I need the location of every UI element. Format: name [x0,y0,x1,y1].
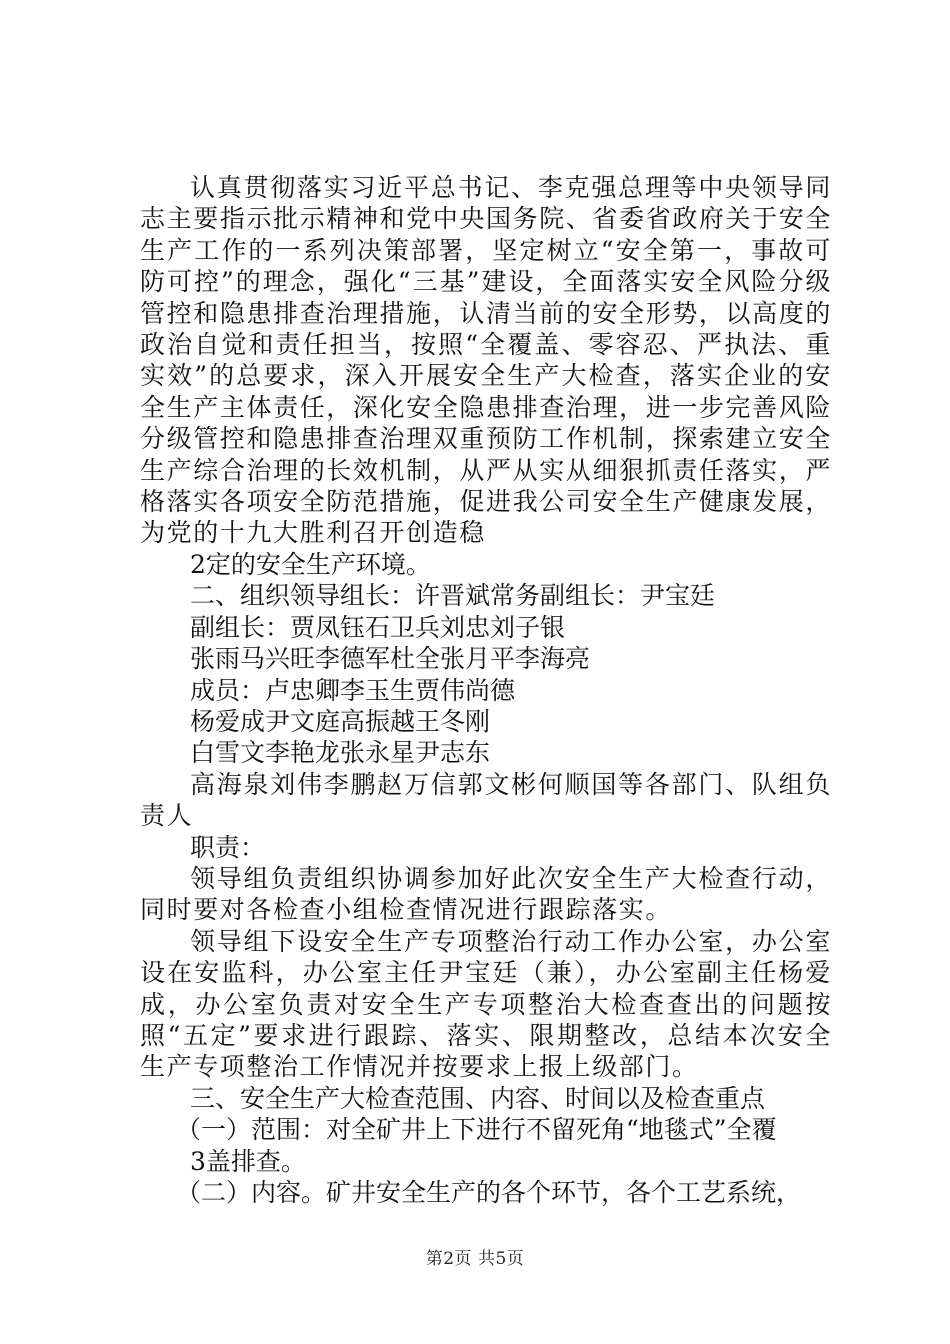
duties-label: 职责： [190,832,266,862]
text-line: 白雪文李艳龙张永星尹志东 [190,738,491,768]
text-line: 3盖排查。 [190,1146,306,1176]
intro-paragraph: 认真贯彻落实习近平总书记、李克强总理等中央领导同志主要指示批示精神和党中央国务院、省委省政府关于安全生产工作的一系列决策部署，坚定树立“安全第一，事故可防可控”的理念，强化“三基”建设，全面落实安全风险分级管控和隐患排查治理措施，认清当前的安全形势，以高度的政治自觉和责任担当，按照“全覆盖、零容忍、严执法、重实效”的总要求，深入开展安全生产大检查，落实企业的安全生产主体责任，深化安全隐患排查治理，进一步完善风险分级管控和隐患排查治理双重预防工作机制，探索建立安全生产综合治理的长效机制，从严从实从细狠抓责任落实，严格落实各项安全防范措施，促进我公司安全生产健康发展，为党的十九大胜利召开创造稳 [140,173,832,548]
section-heading-organization: 二、组织领导组长：许晋斌常务副组长：尹宝廷 [190,581,716,611]
section-heading-scope: 三、安全生产大检查范围、内容、时间以及检查重点 [190,1083,766,1113]
text-line: 杨爱成尹文庭高振越王冬刚 [190,706,491,736]
page-number-footer: 第2页 共5页 [425,1249,525,1269]
text-line: 副组长：贾凤钰石卫兵刘忠刘子银 [190,612,566,642]
document-body [140,172,832,1208]
text-line: 张雨马兴旺李德军杜全张月平李海亮 [190,644,591,674]
text-line: （二）内容。矿井安全生产的各个环节，各个工艺系统， [176,1178,802,1207]
text-line: 成员：卢忠卿李玉生贾伟尚德 [190,675,516,705]
members-paragraph: 高海泉刘伟李鹏赵万信郭文彬何顺国等各部门、队组负责人 [140,769,832,831]
duties-paragraph: 领导组负责组织协调参加好此次安全生产大检查行动，同时要对各检查小组检查情况进行跟踪落实。 [140,863,832,925]
text-line: （一）范围：对全矿井上下进行不留死角“地毯式”全覆 [176,1115,777,1145]
text-line: 2定的安全生产环境。 [190,549,431,579]
office-paragraph: 领导组下设安全生产专项整治行动工作办公室，办公室设在安监科，办公室主任尹宝廷（兼），办公室副主任杨爱成，办公室负责对安全生产专项整治大检查查出的问题按照“五定”要求进行跟踪、落实、限期整改，总结本次安全生产专项整治工作情况并按要求上报上级部门。 [140,926,832,1082]
